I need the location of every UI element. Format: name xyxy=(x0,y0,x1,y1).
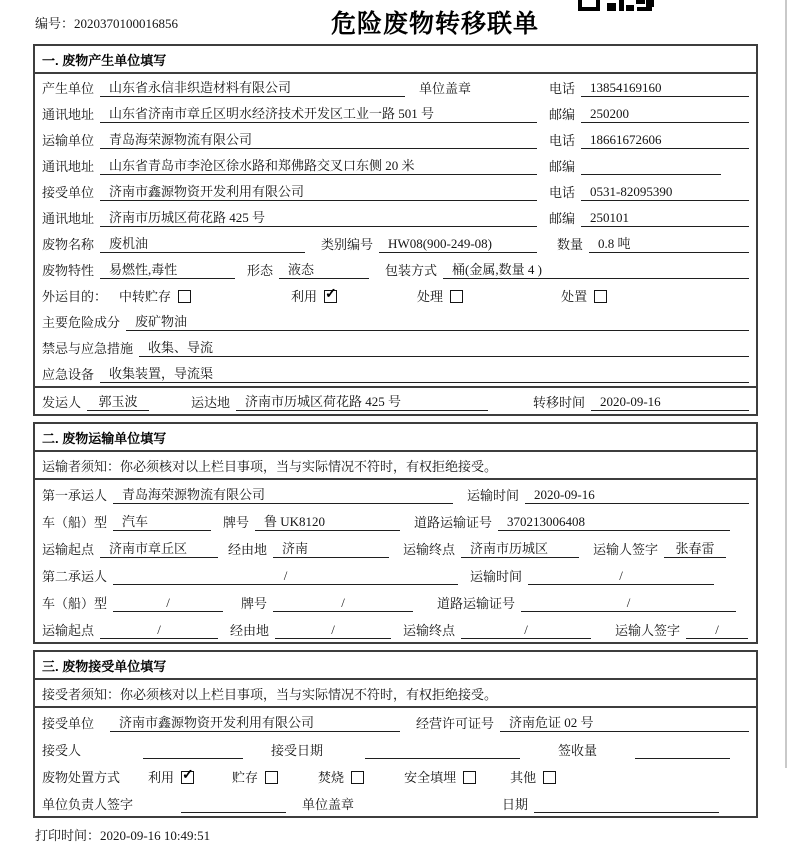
seal-label: 单位盖章 xyxy=(419,81,472,96)
purpose-option-dispose xyxy=(561,286,607,305)
via-label: 经由地 xyxy=(230,623,270,638)
producer-value: 山东省永信非织造材料有限公司 xyxy=(100,77,405,97)
row-producer xyxy=(35,74,756,100)
vehicle2-value: / xyxy=(113,595,223,612)
unit-seal-label: 单位盖章 xyxy=(302,797,355,812)
hazard-value: 废矿物油 xyxy=(126,311,749,331)
plate1-value: 鲁 UK8120 xyxy=(255,511,400,531)
row-waste-name xyxy=(35,230,756,256)
carrier1-value: 青岛海荣源物流有限公司 xyxy=(113,484,453,504)
row-receiver-notice xyxy=(35,680,756,708)
transporter-label: 运输单位 xyxy=(42,133,95,148)
waste-name-label: 废物名称 xyxy=(42,237,95,252)
serial-number xyxy=(35,13,178,32)
transport-time1-value: 2020-09-16 xyxy=(525,487,749,504)
receiver-zip-value: 250101 xyxy=(581,210,749,227)
row-second-carrier xyxy=(35,561,756,588)
taboo-label: 禁忌与应急措施 xyxy=(42,341,134,356)
via2-value: / xyxy=(275,622,391,639)
permit-label: 经营许可证号 xyxy=(416,716,495,731)
transfer-time-label: 转移时间 xyxy=(532,395,585,410)
checkbox xyxy=(463,771,476,784)
row-hazard-component xyxy=(35,308,756,334)
disposal-option-landfill xyxy=(404,767,476,786)
plate-label: 牌号 xyxy=(223,515,250,530)
notice-text: 你必须核对以上栏目事项，当与实际情况不符时，有权拒绝接受。 xyxy=(120,687,498,702)
row-shipper xyxy=(35,386,756,414)
carrier-sign-label: 运输人签字 xyxy=(593,542,659,557)
receive-date-value xyxy=(365,758,520,759)
checkbox xyxy=(351,771,364,784)
carrier1-label: 第一承运人 xyxy=(42,488,108,503)
row-waste-character xyxy=(35,256,756,282)
endpoint1-value: 济南市历城区 xyxy=(461,538,579,558)
row-first-carrier xyxy=(35,480,756,507)
notice-text: 你必须核对以上栏目事项，当与实际情况不符时，有权拒绝接受。 xyxy=(120,459,498,474)
origin2-value: / xyxy=(100,622,218,639)
serial-label: 编号： xyxy=(35,16,75,31)
packaging-label: 包装方式 xyxy=(385,263,438,278)
quantity-label: 数量 xyxy=(556,237,583,252)
section2-header: 二. 废物运输单位填写 xyxy=(35,424,756,452)
row-receiver xyxy=(35,178,756,204)
row-vehicle-1 xyxy=(35,507,756,534)
carrier-sign-label: 运输人签字 xyxy=(615,623,681,638)
row-route-1 xyxy=(35,534,756,561)
category-value: HW08(900-249-08) xyxy=(379,236,537,253)
row-transporter xyxy=(35,126,756,152)
category-label: 类别编号 xyxy=(321,237,374,252)
checkbox xyxy=(594,290,607,303)
manager-sign-label: 单位负责人签字 xyxy=(42,797,134,812)
vehicle-label: 车（船）型 xyxy=(42,515,108,530)
destination-value: 济南市历城区荷花路 425 号 xyxy=(236,391,488,411)
row-vehicle-2 xyxy=(35,588,756,615)
road-license2-value: / xyxy=(521,595,736,612)
endpoint-label: 运输终点 xyxy=(403,542,456,557)
row-taboo-measures xyxy=(35,334,756,360)
notice-label: 运输者须知： xyxy=(42,459,121,474)
origin-label: 运输起点 xyxy=(42,623,95,638)
page-title: 危险废物转移联单 xyxy=(331,10,540,38)
shipper-value: 郭玉波 xyxy=(87,391,149,411)
transporter-zip-value xyxy=(581,174,721,175)
row-receiver-address xyxy=(35,204,756,230)
address-label: 通讯地址 xyxy=(42,159,95,174)
section-transporter xyxy=(33,422,758,644)
equipment-label: 应急设备 xyxy=(42,367,95,382)
permit-value: 济南危证 02 号 xyxy=(500,712,749,732)
receiving-unit-value: 济南市鑫源物资开发利用有限公司 xyxy=(110,712,400,732)
row-transporter-notice xyxy=(35,452,756,480)
receiving-unit-label: 接受单位 xyxy=(42,716,95,731)
transport-time2-value: / xyxy=(528,568,714,585)
hazard-label: 主要危险成分 xyxy=(42,315,121,330)
purpose-option-treat xyxy=(417,286,463,305)
carrier2-value: / xyxy=(113,568,458,585)
purpose-option-utilize xyxy=(291,286,337,305)
receive-date-label: 接受日期 xyxy=(271,743,324,758)
manager-sign-value xyxy=(181,812,286,813)
vehicle1-value: 汽车 xyxy=(113,511,211,531)
waste-name-value: 废机油 xyxy=(100,233,305,253)
print-time xyxy=(35,825,796,844)
transport-time-label: 运输时间 xyxy=(467,488,520,503)
road-license-label: 道路运输证号 xyxy=(414,515,493,530)
signed-amount-value xyxy=(635,758,730,759)
purpose-option-storage xyxy=(119,286,191,305)
road-license1-value: 370213006408 xyxy=(498,514,730,531)
print-time-label: 打印时间： xyxy=(35,828,101,843)
checkbox-label: 贮存 xyxy=(232,770,259,785)
receiver-value: 济南市鑫源物资开发利用有限公司 xyxy=(100,181,537,201)
address-label: 通讯地址 xyxy=(42,107,95,122)
checkbox-label: 安全填埋 xyxy=(404,770,457,785)
origin-label: 运输起点 xyxy=(42,542,95,557)
via1-value: 济南 xyxy=(273,538,389,558)
carrier-sign2-value: / xyxy=(686,622,748,639)
row-disposal-method xyxy=(35,762,756,789)
row-emergency-equipment xyxy=(35,360,756,386)
row-transporter-address xyxy=(35,152,756,178)
checkbox-label: 处置 xyxy=(561,289,588,304)
receiver-address-value: 济南市历城区荷花路 425 号 xyxy=(100,207,537,227)
checkbox xyxy=(450,290,463,303)
producer-phone-value: 13854169160 xyxy=(581,80,749,97)
notice-label: 接受者须知： xyxy=(42,687,121,702)
serial-value: 2020370100016856 xyxy=(74,16,179,31)
checkbox-label: 利用 xyxy=(291,289,318,304)
zip-label: 邮编 xyxy=(548,211,575,226)
endpoint-label: 运输终点 xyxy=(403,623,456,638)
transporter-value: 青岛海荣源物流有限公司 xyxy=(100,129,537,149)
phone-label: 电话 xyxy=(548,133,575,148)
row-receiving-unit xyxy=(35,708,756,735)
road-license-label: 道路运输证号 xyxy=(437,596,516,611)
row-recipient xyxy=(35,735,756,762)
address-label: 通讯地址 xyxy=(42,211,95,226)
purpose-label: 外运目的： xyxy=(42,289,108,304)
print-time-value: 2020-09-16 10:49:51 xyxy=(100,828,211,843)
disposal-option-storage xyxy=(232,767,278,786)
zip-label: 邮编 xyxy=(548,159,575,174)
shipper-label: 发运人 xyxy=(42,395,82,410)
transporter-address-value: 山东省青岛市李沧区徐水路和郑佛路交叉口东侧 20 米 xyxy=(100,155,537,175)
transport-time-label: 运输时间 xyxy=(470,569,523,584)
recipient-value xyxy=(143,758,243,759)
producer-zip-value: 250200 xyxy=(581,106,749,123)
checkbox-label: 处理 xyxy=(417,289,444,304)
receiver-phone-value: 0531-82095390 xyxy=(581,184,749,201)
quantity-value: 0.8 吨 xyxy=(589,233,749,253)
disposal-option-other xyxy=(510,767,556,786)
checkbox xyxy=(324,290,337,303)
receiver-label: 接受单位 xyxy=(42,185,95,200)
row-route-2 xyxy=(35,615,756,642)
character-label: 废物特性 xyxy=(42,263,95,278)
via-label: 经由地 xyxy=(228,542,268,557)
checkbox xyxy=(181,771,194,784)
section1-header: 一. 废物产生单位填写 xyxy=(35,46,756,74)
phone-label: 电话 xyxy=(548,185,575,200)
producer-label: 产生单位 xyxy=(42,81,95,96)
checkbox xyxy=(178,290,191,303)
date-value xyxy=(534,812,719,813)
transfer-time-value: 2020-09-16 xyxy=(591,394,749,411)
carrier-sign1-value: 张春雷 xyxy=(664,538,726,558)
disposal-label: 废物处置方式 xyxy=(42,770,121,785)
checkbox-label: 中转贮存 xyxy=(119,289,172,304)
producer-address-value: 山东省济南市章丘区明水经济技术开发区工业一路 501 号 xyxy=(100,103,537,123)
section-producer xyxy=(33,44,758,416)
qr-code-icon xyxy=(578,0,654,11)
checkbox-label: 焚烧 xyxy=(318,770,345,785)
vehicle-label: 车（船）型 xyxy=(42,596,108,611)
row-transfer-purpose xyxy=(35,282,756,308)
date-label: 日期 xyxy=(502,797,529,812)
character-value: 易燃性,毒性 xyxy=(100,259,235,279)
recipient-label: 接受人 xyxy=(42,743,82,758)
row-manager-sign xyxy=(35,789,756,816)
checkbox-label: 利用 xyxy=(148,770,175,785)
origin1-value: 济南市章丘区 xyxy=(100,538,218,558)
checkbox xyxy=(265,771,278,784)
page-edge-line xyxy=(785,0,787,768)
section-receiver xyxy=(33,650,758,818)
packaging-value: 桶(金属,数量 4 ) xyxy=(443,259,749,279)
signed-amount-label: 签收量 xyxy=(558,743,598,758)
row-producer-address xyxy=(35,100,756,126)
form-label: 形态 xyxy=(247,263,274,278)
taboo-value: 收集、导流 xyxy=(139,337,749,357)
destination-label: 运达地 xyxy=(191,395,231,410)
document-header xyxy=(0,0,796,44)
plate-label: 牌号 xyxy=(241,596,268,611)
disposal-option-incinerate xyxy=(318,767,364,786)
zip-label: 邮编 xyxy=(548,107,575,122)
form-value: 液态 xyxy=(279,259,369,279)
plate2-value: / xyxy=(273,595,413,612)
checkbox xyxy=(543,771,556,784)
equipment-value: 收集装置，导流渠 xyxy=(100,363,749,383)
endpoint2-value: / xyxy=(461,622,591,639)
phone-label: 电话 xyxy=(548,81,575,96)
carrier2-label: 第二承运人 xyxy=(42,569,108,584)
disposal-option-utilize xyxy=(148,767,194,786)
section3-header: 三. 废物接受单位填写 xyxy=(35,652,756,680)
checkbox-label: 其他 xyxy=(510,770,537,785)
transporter-phone-value: 18661672606 xyxy=(581,132,749,149)
